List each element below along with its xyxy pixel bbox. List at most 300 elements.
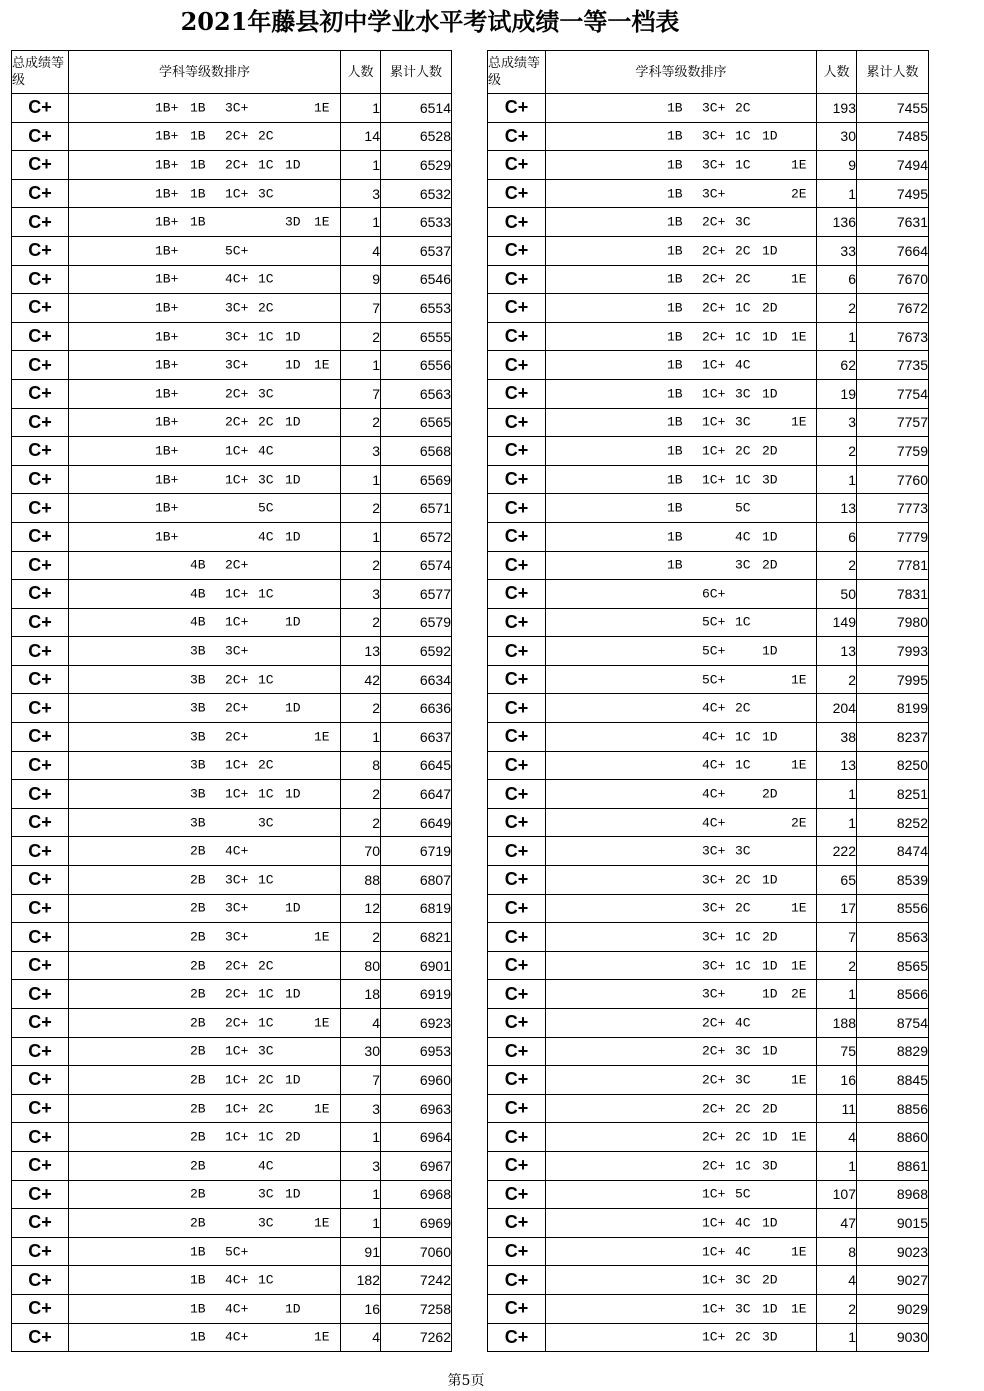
page-title: 2021年藤县初中学业水平考试成绩一等一档表 [180,7,680,36]
subject-grade: 1D [762,729,778,745]
table-row [12,1180,452,1209]
cumulative-cell: 6568 [381,437,452,466]
subject-grade: 1C [735,300,751,316]
cumulative-cell: 6546 [381,265,452,294]
pattern-cell [69,437,341,466]
subject-grade: 2C+ [702,1043,726,1059]
subject-grade: 3C [735,1043,751,1059]
table-row [488,923,929,952]
cumulative-cell: 6969 [381,1209,452,1238]
subject-grade: 2C+ [225,958,249,974]
subject-grade: 1C+ [702,1329,726,1345]
subject-grade: 2C+ [225,729,249,745]
grade-cell: C+ [488,465,546,494]
cumulative-cell: 6569 [381,465,452,494]
pattern-cell [546,294,817,323]
subject-grade: 3C [258,472,274,488]
count-cell: 1 [341,522,381,551]
cumulative-cell: 6574 [381,551,452,580]
subject-grade: 3C [258,1215,274,1231]
table-row [488,723,929,752]
subject-grade: 3D [762,1158,778,1174]
count-cell: 8 [341,751,381,780]
subject-grade: 5C+ [225,1244,249,1260]
cumulative-cell: 8252 [857,808,929,837]
subject-grade: 3C+ [702,128,726,144]
count-cell: 2 [817,951,857,980]
subject-grade: 2C+ [702,1101,726,1117]
count-cell: 1 [341,1180,381,1209]
table-row [12,723,452,752]
count-cell: 1 [817,465,857,494]
subject-grade: 1B [190,1272,206,1288]
count-cell: 2 [817,665,857,694]
pattern-cell [69,780,341,809]
cumulative-cell: 6634 [381,665,452,694]
grade-cell: C+ [12,122,69,151]
subject-grade: 4C [735,529,751,545]
subject-grade: 2C+ [225,700,249,716]
count-cell: 42 [341,665,381,694]
count-cell: 50 [817,580,857,609]
table-row [488,522,929,551]
cumulative-cell: 6645 [381,751,452,780]
subject-grade: 2C+ [702,329,726,345]
grade-cell: C+ [12,1237,69,1266]
subject-grade: 3C [735,843,751,859]
pattern-cell [69,637,341,666]
count-cell: 1 [817,808,857,837]
table-row [12,322,452,351]
subject-grade: 1B+ [155,271,179,287]
grade-cell: C+ [12,637,69,666]
subject-grade: 2C [258,958,274,974]
subject-grade: 2C+ [225,128,249,144]
grade-cell: C+ [12,808,69,837]
cumulative-cell: 8566 [857,980,929,1009]
pattern-cell [69,94,341,123]
cumulative-cell: 7760 [857,465,929,494]
table-row [488,1294,929,1323]
cumulative-cell: 7993 [857,637,929,666]
score-table-left [11,50,452,1352]
pattern-cell [546,1123,817,1152]
cumulative-cell: 6649 [381,808,452,837]
subject-grade: 1B [190,214,206,230]
subject-grade: 4B [190,586,206,602]
pattern-cell [69,1094,341,1123]
grade-cell: C+ [488,751,546,780]
count-cell: 136 [817,208,857,237]
subject-grade: 1D [285,414,301,430]
cumulative-cell: 8251 [857,780,929,809]
count-cell: 14 [341,122,381,151]
table-row [12,522,452,551]
subject-grade: 1C+ [702,443,726,459]
subject-grade: 1B [190,1301,206,1317]
subject-grade: 2D [762,929,778,945]
table-row [12,808,452,837]
cumulative-cell: 7631 [857,208,929,237]
subject-grade: 4B [190,557,206,573]
pattern-cell [69,494,341,523]
subject-grade: 2D [762,1101,778,1117]
table-row [12,751,452,780]
subject-grade: 1E [314,1329,330,1345]
subject-grade: 1B+ [155,386,179,402]
subject-grade: 3C [735,386,751,402]
subject-grade: 1D [762,329,778,345]
count-cell: 16 [341,1294,381,1323]
subject-grade: 1C+ [702,386,726,402]
count-cell: 1 [341,151,381,180]
subject-grade: 1D [285,1301,301,1317]
pattern-cell [546,1323,817,1352]
grade-cell: C+ [488,379,546,408]
subject-grade: 2D [762,1272,778,1288]
grade-cell: C+ [488,294,546,323]
table-row [488,866,929,895]
subject-grade: 1B [667,557,683,573]
subject-grade: 1C [258,1272,274,1288]
pattern-cell [546,265,817,294]
count-cell: 3 [341,179,381,208]
subject-grade: 1E [791,1072,807,1088]
table-row [12,837,452,866]
table-row [488,665,929,694]
subject-grade: 3C+ [702,100,726,116]
pattern-cell [546,808,817,837]
subject-grade: 1D [762,958,778,974]
table-row [488,780,929,809]
table-row [12,923,452,952]
pattern-cell [546,1294,817,1323]
subject-grade: 1C+ [702,1215,726,1231]
subject-grade: 1D [762,643,778,659]
count-cell: 6 [817,522,857,551]
subject-grade: 1D [285,700,301,716]
pattern-cell [69,1123,341,1152]
subject-grade: 4C [735,1215,751,1231]
subject-grade: 1B [190,1329,206,1345]
grade-cell: C+ [12,723,69,752]
subject-grade: 3C+ [702,958,726,974]
table-row [12,1209,452,1238]
subject-grade: 1B [190,157,206,173]
subject-grade: 2C+ [225,414,249,430]
subject-grade: 1D [285,986,301,1002]
count-cell: 80 [341,951,381,980]
pattern-cell [69,522,341,551]
pattern-cell [546,894,817,923]
grade-cell: C+ [12,351,69,380]
subject-grade: 1C+ [225,614,249,630]
subject-grade: 2B [190,843,206,859]
pattern-cell [546,580,817,609]
subject-grade: 1B [667,386,683,402]
cumulative-cell: 8754 [857,1009,929,1038]
table-row [12,894,452,923]
count-cell: 2 [817,437,857,466]
pattern-cell [69,322,341,351]
table-row [488,1323,929,1352]
cumulative-cell: 6528 [381,122,452,151]
count-cell: 2 [341,494,381,523]
grade-cell: C+ [12,751,69,780]
pattern-cell [546,923,817,952]
table-row [488,580,929,609]
grade-cell: C+ [488,408,546,437]
subject-grade: 2B [190,986,206,1002]
pattern-cell [546,437,817,466]
count-cell: 3 [341,580,381,609]
count-cell: 1 [817,1151,857,1180]
subject-grade: 2D [285,1129,301,1145]
subject-grade: 4C+ [702,786,726,802]
subject-grade: 2B [190,958,206,974]
pattern-cell [69,866,341,895]
pattern-cell [546,122,817,151]
grade-cell: C+ [488,780,546,809]
subject-grade: 3B [190,757,206,773]
count-cell: 13 [341,637,381,666]
pattern-cell [69,1009,341,1038]
subject-grade: 1D [762,1301,778,1317]
cumulative-cell: 6960 [381,1066,452,1095]
table-row [488,1151,929,1180]
grade-cell: C+ [488,580,546,609]
cumulative-cell: 7494 [857,151,929,180]
subject-grade: 1B [190,100,206,116]
pattern-cell [546,208,817,237]
subject-grade: 1C [735,329,751,345]
subject-grade: 3C [258,815,274,831]
cumulative-cell: 6514 [381,94,452,123]
count-cell: 7 [341,379,381,408]
grade-cell: C+ [488,236,546,265]
count-cell: 33 [817,236,857,265]
subject-grade: 1E [791,757,807,773]
subject-grade: 3C+ [702,186,726,202]
grade-cell: C+ [488,1180,546,1209]
pattern-cell [546,866,817,895]
cumulative-cell: 9015 [857,1209,929,1238]
grade-cell: C+ [12,1294,69,1323]
count-cell: 2 [341,322,381,351]
cumulative-cell: 8565 [857,951,929,980]
count-cell: 47 [817,1209,857,1238]
pattern-cell [546,522,817,551]
count-cell: 182 [341,1266,381,1295]
table-row [488,1123,929,1152]
count-cell: 1 [341,723,381,752]
subject-grade: 1E [791,900,807,916]
subject-grade: 1C+ [702,1301,726,1317]
count-cell: 193 [817,94,857,123]
table-row [488,437,929,466]
count-cell: 1 [817,1323,857,1352]
pattern-cell [69,1180,341,1209]
cumulative-cell: 6821 [381,923,452,952]
pattern-cell [69,694,341,723]
subject-grade: 5C+ [702,643,726,659]
cumulative-cell: 6923 [381,1009,452,1038]
count-cell: 9 [817,151,857,180]
grade-cell: C+ [12,265,69,294]
count-cell: 12 [341,894,381,923]
grade-cell: C+ [488,866,546,895]
subject-grade: 2C [735,872,751,888]
count-cell: 6 [817,265,857,294]
table-row [12,465,452,494]
cumulative-cell: 6819 [381,894,452,923]
table-row [488,608,929,637]
cumulative-cell: 7485 [857,122,929,151]
subject-grade: 2C [735,443,751,459]
cumulative-cell: 9023 [857,1237,929,1266]
count-cell: 62 [817,351,857,380]
cumulative-cell: 7242 [381,1266,452,1295]
subject-grade: 1C+ [702,1186,726,1202]
cumulative-cell: 7831 [857,580,929,609]
subject-grade: 1D [762,872,778,888]
subject-grade: 1B [190,1244,206,1260]
table-row [12,1294,452,1323]
subject-grade: 1B [667,157,683,173]
count-cell: 2 [341,808,381,837]
table-row [12,980,452,1009]
pattern-cell [546,408,817,437]
subject-grade: 1E [314,214,330,230]
grade-cell: C+ [12,665,69,694]
subject-grade: 1B+ [155,243,179,259]
table-row [12,1266,452,1295]
cumulative-cell: 7455 [857,94,929,123]
table-row [488,1266,929,1295]
subject-grade: 1C [258,1015,274,1031]
pattern-cell [69,1294,341,1323]
count-cell: 3 [341,1094,381,1123]
table-row [12,494,452,523]
grade-cell: C+ [488,608,546,637]
cumulative-cell: 6968 [381,1180,452,1209]
subject-grade: 4C+ [225,843,249,859]
subject-grade: 1B+ [155,186,179,202]
grade-cell: C+ [488,1066,546,1095]
grade-cell: C+ [12,294,69,323]
subject-grade: 2B [190,1215,206,1231]
table-row [488,379,929,408]
subject-grade: 3C [735,1272,751,1288]
header-cumulative: 累计人数 [381,51,452,94]
subject-grade: 3C+ [225,900,249,916]
grade-cell: C+ [488,351,546,380]
subject-grade: 1B [667,357,683,373]
cumulative-cell: 6572 [381,522,452,551]
cumulative-cell: 6592 [381,637,452,666]
table-row [488,265,929,294]
pattern-cell [69,723,341,752]
grade-cell: C+ [12,1180,69,1209]
subject-grade: 2C [258,1101,274,1117]
grade-cell: C+ [488,522,546,551]
grade-cell: C+ [12,866,69,895]
cumulative-cell: 7672 [857,294,929,323]
cumulative-cell: 6555 [381,322,452,351]
cumulative-cell: 7735 [857,351,929,380]
count-cell: 65 [817,866,857,895]
subject-grade: 2C [735,900,751,916]
subject-grade: 3C+ [702,872,726,888]
subject-grade: 3C+ [225,357,249,373]
table-row [488,322,929,351]
count-cell: 1 [817,780,857,809]
subject-grade: 1B+ [155,100,179,116]
table-row [12,1123,452,1152]
cumulative-cell: 6532 [381,179,452,208]
count-cell: 204 [817,694,857,723]
cumulative-cell: 8829 [857,1037,929,1066]
cumulative-cell: 6529 [381,151,452,180]
subject-grade: 2B [190,1129,206,1145]
grade-cell: C+ [12,94,69,123]
subject-grade: 2C [735,271,751,287]
subject-grade: 4C [258,443,274,459]
grade-cell: C+ [488,894,546,923]
pattern-cell [69,980,341,1009]
count-cell: 3 [341,437,381,466]
subject-grade: 2C+ [225,986,249,1002]
subject-grade: 3D [285,214,301,230]
count-cell: 91 [341,1237,381,1266]
table-row [488,551,929,580]
subject-grade: 2C+ [702,1072,726,1088]
grade-cell: C+ [488,122,546,151]
subject-grade: 2C [735,100,751,116]
subject-grade: 2C [258,300,274,316]
subject-grade: 2B [190,1101,206,1117]
header-cumulative: 累计人数 [857,51,929,94]
subject-grade: 1E [791,1244,807,1260]
table-row [488,1037,929,1066]
grade-cell: C+ [488,208,546,237]
pattern-cell [69,808,341,837]
subject-grade: 1D [285,472,301,488]
subject-grade: 2C [735,1129,751,1145]
subject-grade: 1C [258,329,274,345]
count-cell: 70 [341,837,381,866]
grade-cell: C+ [12,694,69,723]
cumulative-cell: 8474 [857,837,929,866]
grade-cell: C+ [12,494,69,523]
subject-grade: 1E [314,100,330,116]
cumulative-cell: 8539 [857,866,929,895]
grade-cell: C+ [488,1237,546,1266]
subject-grade: 2D [762,443,778,459]
subject-grade: 1B [667,186,683,202]
count-cell: 9 [341,265,381,294]
table-row [12,1151,452,1180]
subject-grade: 1C+ [702,414,726,430]
table-row [488,1180,929,1209]
pattern-cell [546,151,817,180]
subject-grade: 1D [285,614,301,630]
subject-grade: 2C [735,1329,751,1345]
subject-grade: 1D [762,529,778,545]
count-cell: 2 [817,551,857,580]
subject-grade: 2E [791,986,807,1002]
count-cell: 2 [341,608,381,637]
